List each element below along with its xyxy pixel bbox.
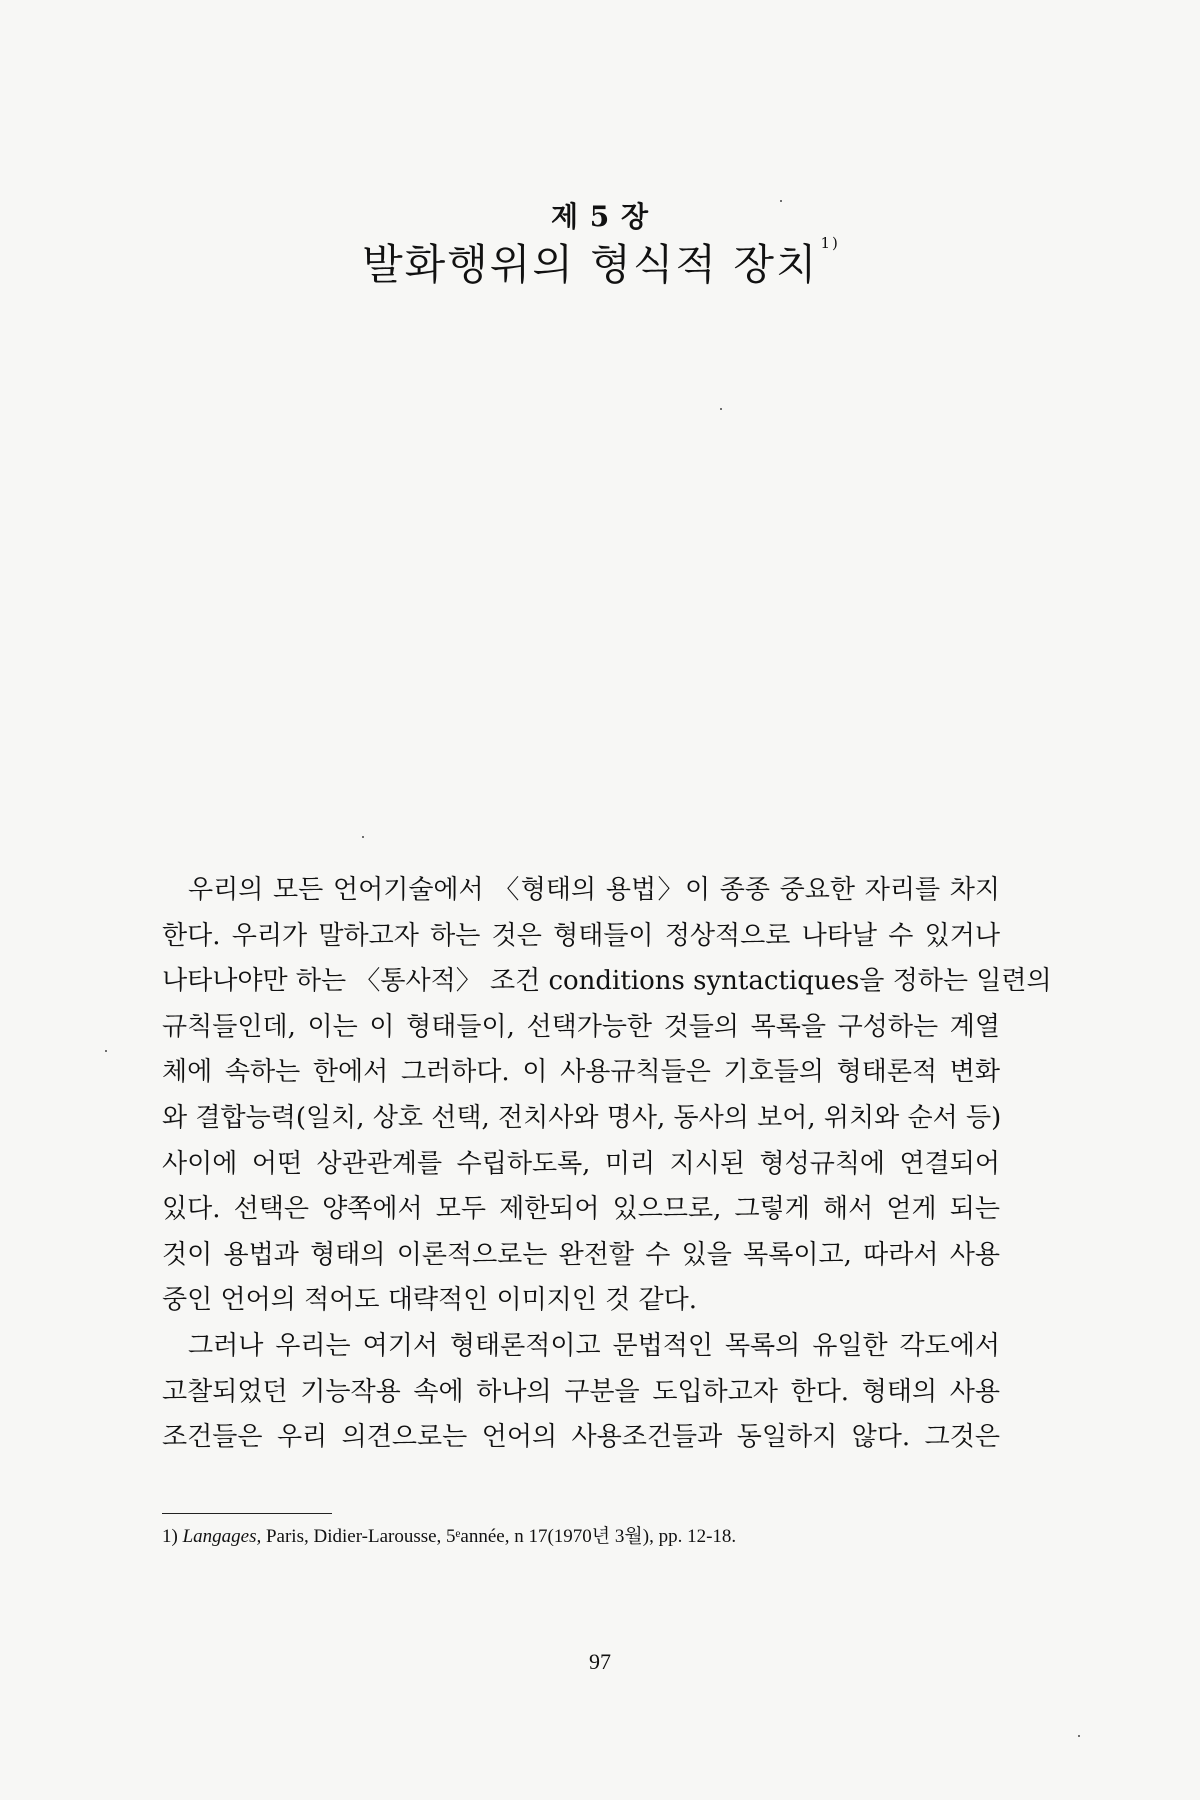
text-line: 한다. 우리가 말하고자 하는 것은 형태들이 정상적으로 나타날 수 있거나 [162, 920, 1000, 951]
scan-speck [1078, 1735, 1080, 1737]
text-line: 것이 용법과 형태의 이론적으로는 완전할 수 있을 목록이고, 따라서 사용 [162, 1239, 1000, 1270]
footnote-marker: 1) [820, 234, 840, 252]
scan-speck [105, 1050, 107, 1052]
scan-speck [720, 408, 722, 410]
text-line: 나타나야만 하는 〈통사적〉 조건 conditions syntactiques을 정하는 일련의 [162, 966, 1052, 997]
text-line: 우리의 모든 언어기술에서 〈형태의 용법〉이 종종 중요한 자리를 차지 [188, 875, 1000, 905]
footnote-source-title: Langages, [182, 1526, 262, 1547]
text-line: 규칙들인데, 이는 이 형태들이, 선택가능한 것들의 목록을 구성하는 계열 [162, 1011, 1000, 1042]
chapter-label: 제 5 장 [550, 200, 650, 233]
text-line: 그러나 우리는 여기서 형태론적이고 문법적인 목록의 유일한 각도에서 [188, 1330, 1000, 1361]
footnote-details: Paris, Didier-Larousse, 5ᵉannée, n 17(1970년 3월), pp. 12-18. [261, 1526, 737, 1547]
page-number: 97 [589, 1649, 611, 1674]
scan-speck [362, 836, 364, 838]
footnote-divider [162, 1513, 332, 1514]
text-line: 조건들은 우리 의견으로는 언어의 사용조건들과 동일하지 않다. 그것은 [162, 1422, 1000, 1453]
body-text [162, 868, 1052, 1461]
text-line: 와 결합능력(일치, 상호 선택, 전치사와 명사, 동사의 보어, 위치와 순서 등) [162, 1102, 1002, 1133]
text-line: 고찰되었던 기능작용 속에 하나의 구분을 도입하고자 한다. 형태의 사용 [162, 1376, 1000, 1407]
text-line: 체에 속하는 한에서 그러하다. 이 사용규칙들은 기호들의 형태론적 변화 [162, 1057, 1000, 1088]
text-line: 사이에 어떤 상관관계를 수립하도록, 미리 지시된 형성규칙에 연결되어 [162, 1148, 1000, 1179]
footnote-number: 1) [162, 1526, 178, 1547]
text-line: 중인 언어의 적어도 대략적인 이미지인 것 같다. [162, 1285, 698, 1316]
footnote [162, 1521, 1002, 1548]
paragraph-1 [162, 868, 1052, 1324]
scan-speck [780, 200, 782, 202]
text-line: 있다. 선택은 양쪽에서 모두 제한되어 있으므로, 그렇게 해서 얻게 되는 [162, 1194, 1000, 1225]
chapter-title [0, 232, 1200, 292]
chapter-title-text: 발화행위의 형식적 장치 [362, 240, 819, 289]
paragraph-2 [162, 1324, 1000, 1461]
